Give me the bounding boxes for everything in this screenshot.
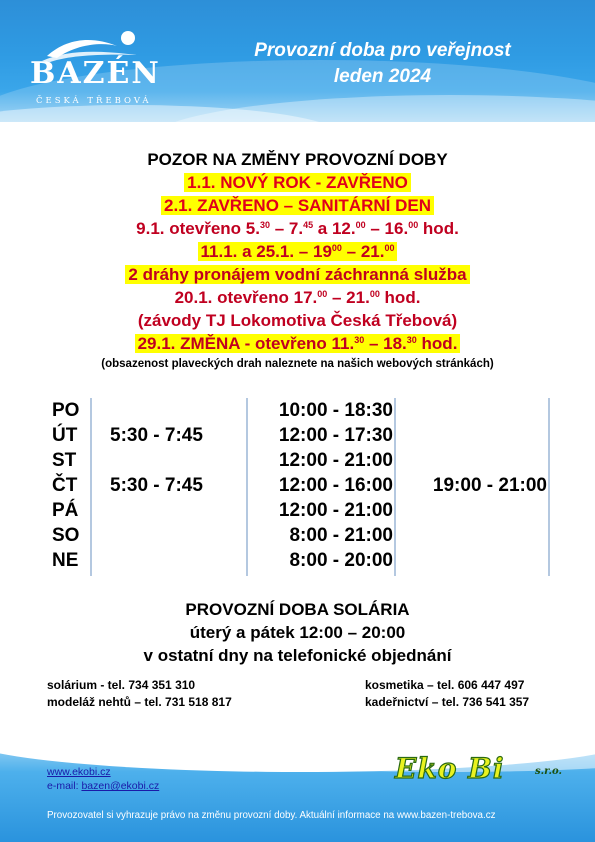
solarium-days: úterý a pátek 12:00 – 20:00 <box>189 623 406 642</box>
main-hours: 12:00 - 21:00 <box>278 450 393 471</box>
ekobi-suffix: s.r.o. <box>535 766 562 777</box>
header-banner <box>0 0 595 122</box>
notice-rescue-service: 2 dráhy pronájem vodní záchranná služba <box>125 265 469 284</box>
website-link[interactable]: www.ekobi.cz <box>47 766 111 778</box>
notice-jan20: 20.1. otevřeno 17.00 – 21.00 hod. <box>174 288 421 307</box>
morning-hours: 5:30 - 7:45 <box>110 475 203 496</box>
day-label: ST <box>52 450 77 471</box>
solarium-hours <box>0 598 595 667</box>
ekobi-brand: Eko Bi <box>395 752 505 785</box>
notice-competition: (závody TJ Lokomotiva Česká Třebová) <box>137 311 458 330</box>
day-label: PÁ <box>52 500 79 521</box>
table-row <box>52 550 552 575</box>
bazen-logo <box>22 28 162 106</box>
main-hours: 12:00 - 21:00 <box>278 500 393 521</box>
table-row <box>52 400 552 425</box>
logo-subtitle: ČESKÁ TŘEBOVÁ <box>36 96 152 106</box>
notice-jan9: 9.1. otevřeno 5.30 – 7.45 a 12.00 – 16.00 hod. <box>136 219 459 238</box>
main-hours: 8:00 - 21:00 <box>289 525 393 546</box>
title-line: Provozní doba pro veřejnost <box>254 40 511 61</box>
notice-jan29-change: 29.1. ZMĚNA - otevřeno 11.30 – 18.30 hod. <box>135 334 461 353</box>
notice-heading: POZOR NA ZMĚNY PROVOZNÍ DOBY <box>147 150 448 169</box>
logo-name: BAZÉN <box>30 56 161 91</box>
page-title <box>210 38 555 90</box>
contact-nails: modeláž nehtů – tel. 731 518 817 <box>47 695 232 709</box>
contact-cosmetics: kosmetika – tel. 606 447 497 <box>365 678 525 692</box>
day-label: ÚT <box>52 425 78 446</box>
email-link[interactable]: bazen@ekobi.cz <box>81 780 160 792</box>
contact-hairdresser: kadeřnictví – tel. 736 541 357 <box>365 695 530 709</box>
table-row <box>52 450 552 475</box>
table-row <box>52 525 552 550</box>
table-row <box>52 500 552 525</box>
main-hours: 12:00 - 17:30 <box>278 425 393 446</box>
lane-occupancy-note: (obsazenost plaveckých drah naleznete na našich webových stránkách) <box>101 358 494 370</box>
main-hours: 8:00 - 20:00 <box>289 550 393 571</box>
day-label: ČT <box>52 475 78 496</box>
main-hours: 12:00 - 16:00 <box>278 475 393 496</box>
title-month: leden 2024 <box>333 66 432 87</box>
morning-hours: 5:30 - 7:45 <box>110 425 203 446</box>
day-label: SO <box>52 525 80 546</box>
email-label: e-mail: <box>47 780 82 792</box>
solarium-other-days: v ostatní dny na telefonické objednání <box>143 646 452 665</box>
disclaimer-text: Provozovatel si vyhrazuje právo na změnu provozní doby. Aktuální informace na www.bazen-trebova.cz <box>47 810 496 821</box>
day-label: PO <box>52 400 80 421</box>
contact-solarium: solárium - tel. 734 351 310 <box>47 678 196 692</box>
footer-links <box>47 765 159 793</box>
schedule-changes-notice <box>0 148 595 373</box>
ekobi-logo <box>395 752 565 792</box>
opening-hours-table <box>52 398 552 578</box>
solarium-title: PROVOZNÍ DOBA SOLÁRIA <box>185 600 410 619</box>
day-label: NE <box>52 550 79 571</box>
notice-sanitary-day: 2.1. ZAVŘENO – SANITÁRNÍ DEN <box>161 196 434 215</box>
table-row <box>52 425 552 450</box>
evening-hours: 19:00 - 21:00 <box>432 475 547 496</box>
notice-jan11-25: 11.1. a 25.1. – $19^{00} - 21.00$ <box>198 242 398 261</box>
table-row <box>52 475 552 500</box>
main-hours: 10:00 - 18:30 <box>278 400 393 421</box>
notice-new-year: 1.1. NOVÝ ROK - ZAVŘENO <box>184 173 411 192</box>
